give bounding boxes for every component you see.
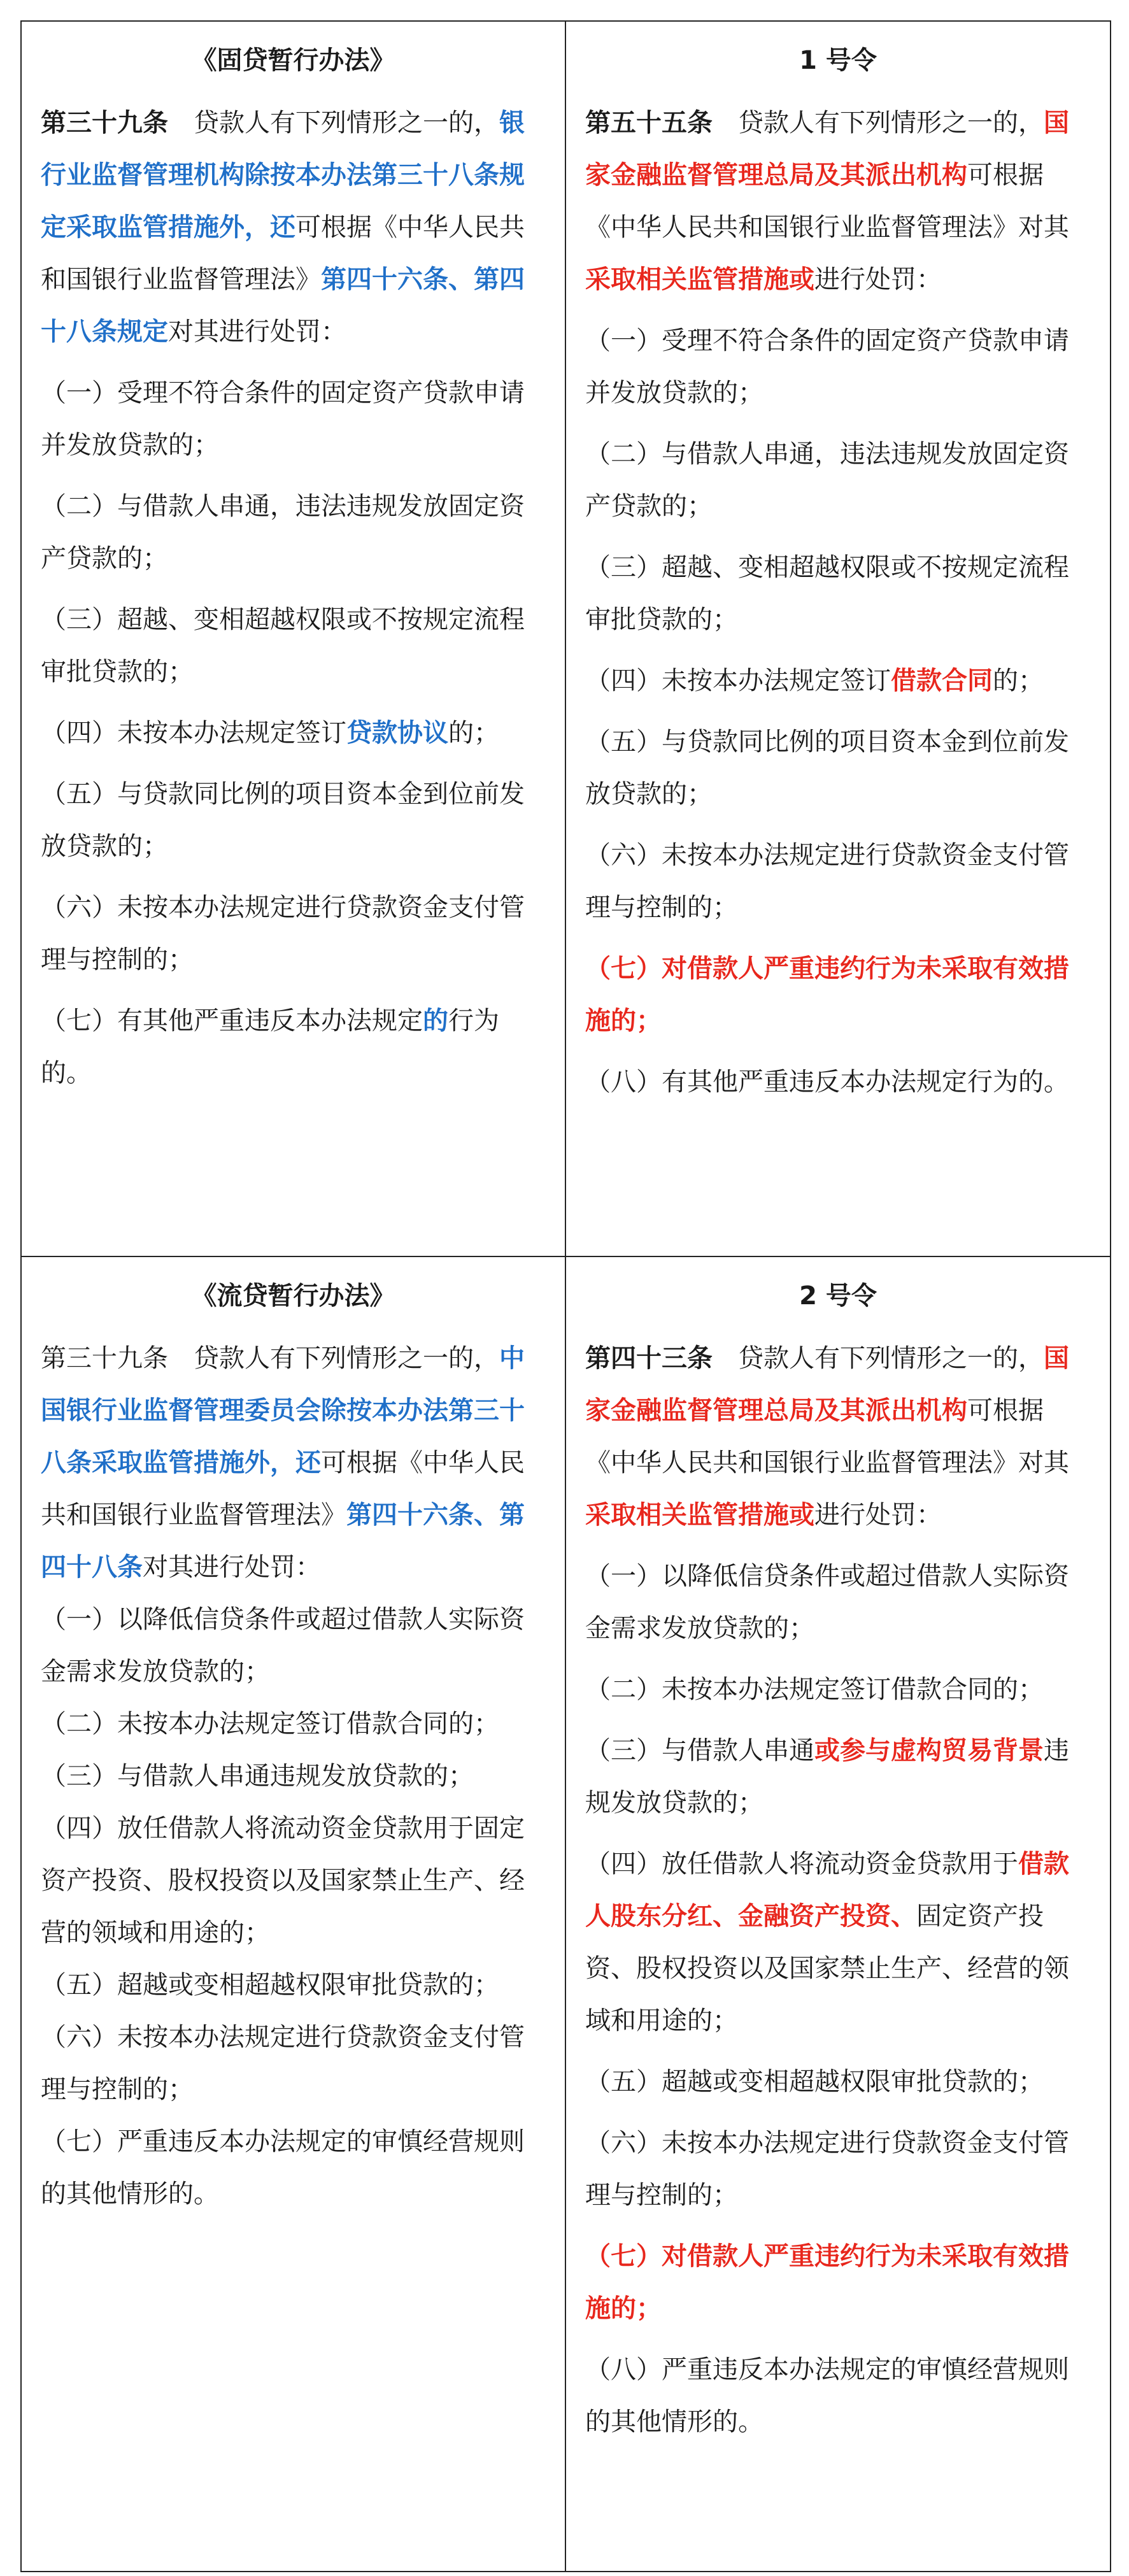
list-item: （八）有其他严重违反本办法规定行为的。 <box>585 1067 1069 1097</box>
list-item: （四）放任借款人将流动资金贷款用于固定资产投资、股权投资以及国家禁止生产、经营的领域和用途的； <box>41 1814 525 1947</box>
list-item: （三）与借款人串通或参与虚构贸易背景违规发放贷款的； <box>585 1736 1069 1818</box>
list-item: （三）与借款人串通违规发放贷款的； <box>41 1761 474 1791</box>
list-item: （七）对借款人严重违约行为未采取有效措施的； <box>585 954 1069 1035</box>
list-item: （一）受理不符合条件的固定资产贷款申请并发放贷款的； <box>41 378 525 460</box>
cell-working-capital-old <box>21 1256 565 2572</box>
list-item: （七）严重违反本办法规定的审慎经营规则的其他情形的。 <box>41 2127 525 2209</box>
comparison-sheet <box>20 20 1110 2556</box>
list-item: （五）与贷款同比例的项目资本金到位前发放贷款的； <box>585 727 1069 809</box>
cell-title: 2 号令 <box>799 1281 877 1311</box>
table-row-working-capital <box>21 1256 1111 2572</box>
list-item: （四）未按本办法规定签订借款合同的； <box>585 666 1044 695</box>
list-item: （六）未按本办法规定进行贷款资金支付管理与控制的； <box>41 893 525 974</box>
table-row-fixed-asset <box>21 21 1111 1256</box>
list-item: （六）未按本办法规定进行贷款资金支付管理与控制的； <box>41 2023 525 2104</box>
list-item: （三）超越、变相超越权限或不按规定流程审批贷款的； <box>585 553 1069 634</box>
list-item: （六）未按本办法规定进行贷款资金支付管理与控制的； <box>585 841 1069 922</box>
list-item: （五）超越或变相超越权限审批贷款的； <box>585 2067 1044 2096</box>
article-intro: 第五十五条 贷款人有下列情形之一的，国家金融监督管理总局及其派出机构可根据《中华人民共和国银行业监督管理法》对其采取相关监管措施或进行处罚： <box>585 108 1069 294</box>
list-item: （二）未按本办法规定签订借款合同的； <box>41 1709 499 1739</box>
list-item: （七）对借款人严重违约行为未采取有效措施的； <box>585 2242 1069 2323</box>
list-item: （一）受理不符合条件的固定资产贷款申请并发放贷款的； <box>585 326 1069 408</box>
list-item: （六）未按本办法规定进行贷款资金支付管理与控制的； <box>585 2128 1069 2210</box>
list-item: （四）放任借款人将流动资金贷款用于借款人股东分红、金融资产投资、固定资产投资、股权投资以及国家禁止生产、经营的领域和用途的； <box>585 1849 1069 2035</box>
list-item: （一）以降低信贷条件或超过借款人实际资金需求发放贷款的； <box>585 1562 1069 1643</box>
list-item: （五）与贷款同比例的项目资本金到位前发放贷款的； <box>41 779 525 861</box>
list-item: （二）未按本办法规定签订借款合同的； <box>585 1675 1044 1704</box>
list-item: （八）严重违反本办法规定的审慎经营规则的其他情形的。 <box>585 2355 1069 2437</box>
article-intro: 第三十九条 贷款人有下列情形之一的，银行业监督管理机构除按本办法第三十八条规定采取监管措施外，还可根据《中华人民共和国银行业监督管理法》第四十六条、第四十八条规定对其进行处罚： <box>41 108 525 346</box>
comparison-table <box>20 20 1111 2572</box>
article-intro: 第三十九条 贷款人有下列情形之一的，中国银行业监督管理委员会除按本办法第三十八条采取监管措施外，还可根据《中华人民共和国银行业监督管理法》第四十六条、第四十八条对其进行处罚： <box>41 1344 525 1582</box>
cell-title: 《固贷暂行办法》 <box>191 46 395 75</box>
cell-working-capital-new <box>565 1256 1111 2572</box>
list-item: （二）与借款人串通，违法违规发放固定资产贷款的； <box>41 492 525 573</box>
list-item: （三）超越、变相超越权限或不按规定流程审批贷款的； <box>41 605 525 687</box>
cell-fixed-asset-old <box>21 21 565 1256</box>
list-item: （二）与借款人串通，违法违规发放固定资产贷款的； <box>585 439 1069 521</box>
list-item: （七）有其他严重违反本办法规定的行为的。 <box>41 1006 499 1088</box>
cell-fixed-asset-new <box>565 21 1111 1256</box>
list-item: （四）未按本办法规定签订贷款协议的； <box>41 718 499 748</box>
cell-title: 1 号令 <box>799 46 877 75</box>
list-item: （五）超越或变相超越权限审批贷款的； <box>41 1970 499 2000</box>
article-intro: 第四十三条 贷款人有下列情形之一的，国家金融监督管理总局及其派出机构可根据《中华人民共和国银行业监督管理法》对其采取相关监管措施或进行处罚： <box>585 1344 1069 1530</box>
cell-title: 《流贷暂行办法》 <box>191 1281 395 1311</box>
list-item: （一）以降低信贷条件或超过借款人实际资金需求发放贷款的； <box>41 1605 525 1686</box>
